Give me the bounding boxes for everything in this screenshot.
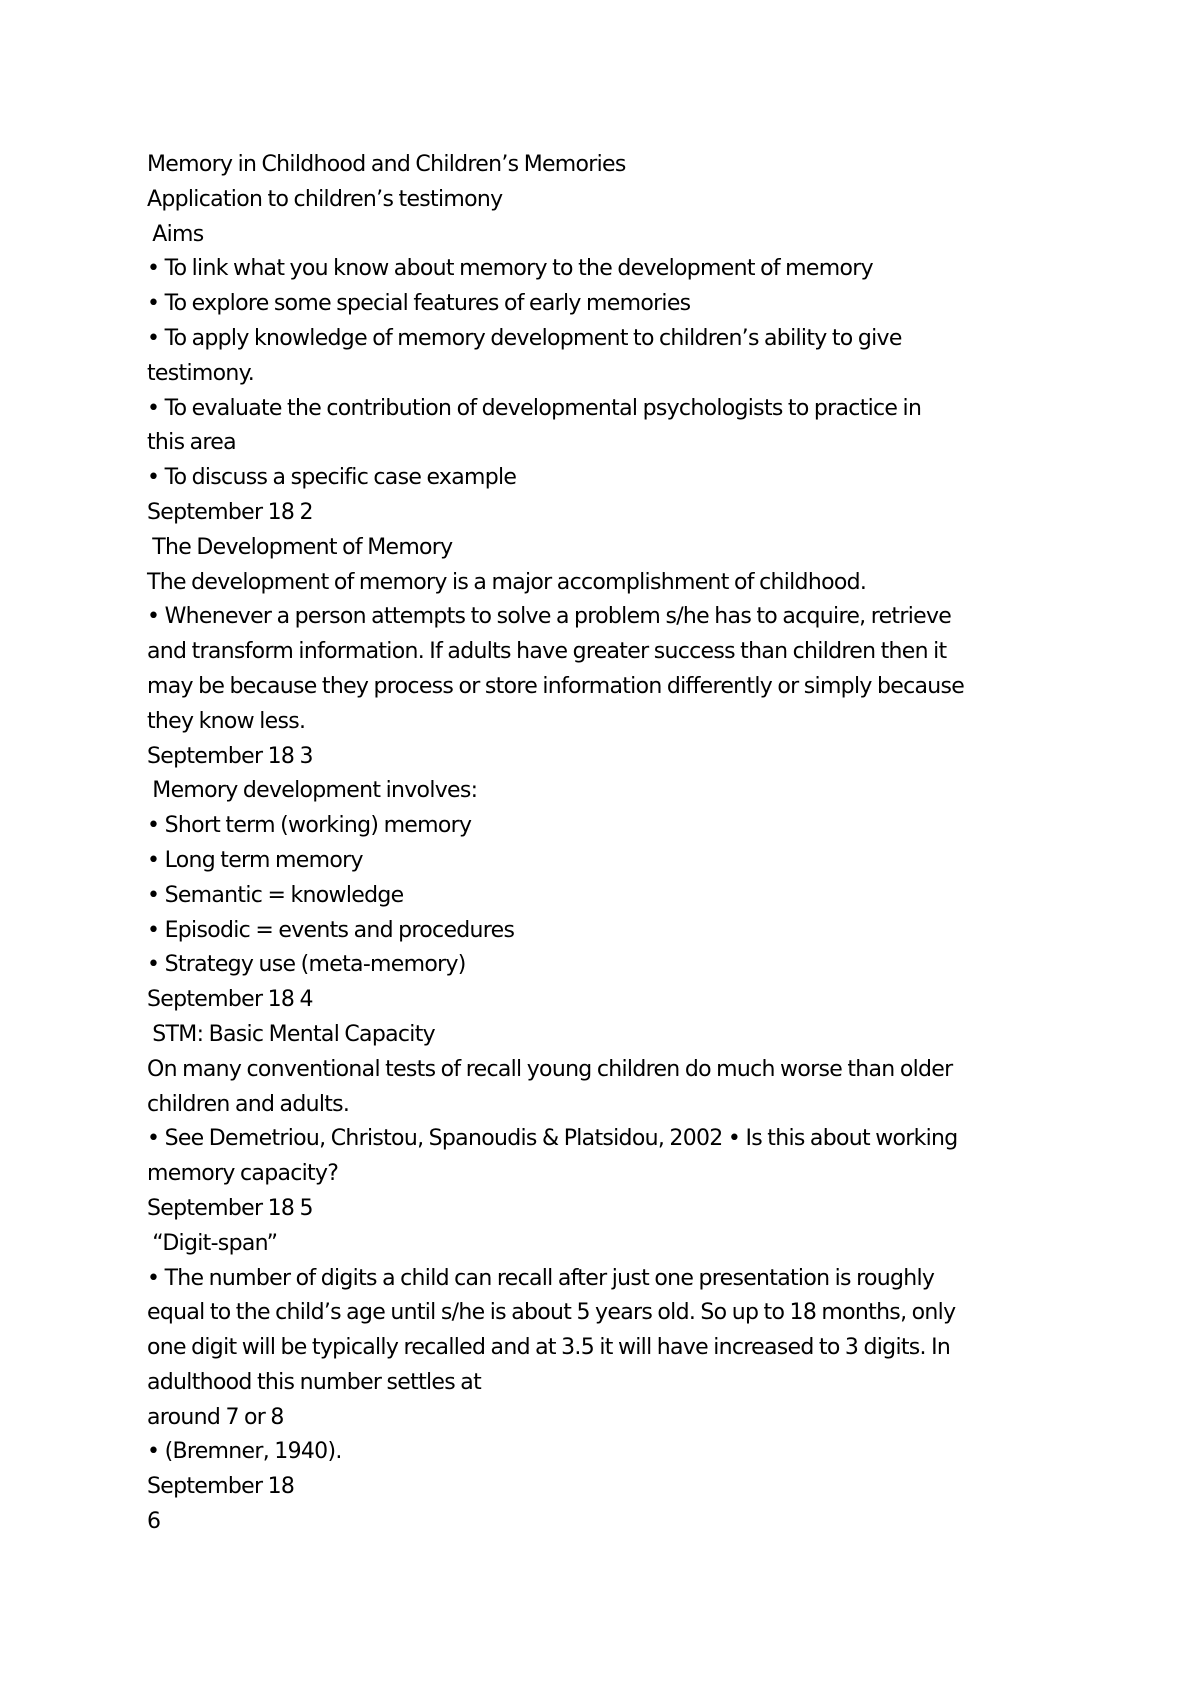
document-line: • Short term (working) memory [147, 813, 472, 839]
document-line: • The number of digits a child can recall after just one presentation is roughly [147, 1265, 935, 1291]
document-line: 6 [147, 1509, 161, 1535]
document-line: • Long term memory [147, 847, 363, 873]
document-line: children and adults. [147, 1091, 350, 1117]
document-line: may be because they process or store information differently or simply because [147, 673, 965, 699]
document-line: “Digit-span” [147, 1230, 278, 1256]
document-line: memory capacity? [147, 1161, 339, 1187]
document-line: testimony. [147, 360, 255, 386]
document-line: On many conventional tests of recall young children do much worse than older [147, 1056, 953, 1082]
document-line: Application to children’s testimony [147, 186, 503, 212]
document-body [147, 148, 1077, 1540]
document-line: • Strategy use (meta-memory) [147, 952, 466, 978]
document-line: The Development of Memory [147, 534, 453, 560]
document-line: • (Bremner, 1940). [147, 1439, 342, 1465]
document-line: • To explore some special features of early memories [147, 291, 691, 317]
document-line: • To apply knowledge of memory development to children’s ability to give [147, 325, 902, 351]
document-line: September 18 [147, 1474, 295, 1500]
document-line: • Semantic = knowledge [147, 882, 404, 908]
document-line: Memory development involves: [147, 778, 478, 804]
document-line: September 18 2 [147, 499, 313, 525]
document-line: equal to the child’s age until s/he is about 5 years old. So up to 18 months, only [147, 1300, 956, 1326]
document-line: and transform information. If adults have greater success than children then it [147, 639, 947, 665]
document-line: September 18 4 [147, 987, 313, 1013]
document-line: September 18 3 [147, 743, 313, 769]
document-line: they know less. [147, 708, 306, 734]
document-line: Aims [147, 221, 204, 247]
document-line: one digit will be typically recalled and at 3.5 it will have increased to 3 digits. In [147, 1335, 951, 1361]
document-line: Memory in Childhood and Children’s Memories [147, 152, 626, 177]
document-line: • To link what you know about memory to the development of memory [147, 256, 873, 282]
document-line: this area [147, 430, 236, 456]
document-line: • See Demetriou, Christou, Spanoudis & Platsidou, 2002 • Is this about working [147, 1126, 958, 1152]
document-line: • Whenever a person attempts to solve a problem s/he has to acquire, retrieve [147, 604, 952, 630]
document-line: around 7 or 8 [147, 1404, 284, 1430]
document-line: STM: Basic Mental Capacity [147, 1021, 435, 1047]
document-line: The development of memory is a major accomplishment of childhood. [147, 569, 867, 595]
document-line: • To evaluate the contribution of developmental psychologists to practice in [147, 395, 922, 421]
document-line: • To discuss a specific case example [147, 465, 517, 491]
document-line: adulthood this number settles at [147, 1369, 482, 1395]
document-line: • Episodic = events and procedures [147, 917, 515, 943]
document-line: September 18 5 [147, 1195, 313, 1221]
